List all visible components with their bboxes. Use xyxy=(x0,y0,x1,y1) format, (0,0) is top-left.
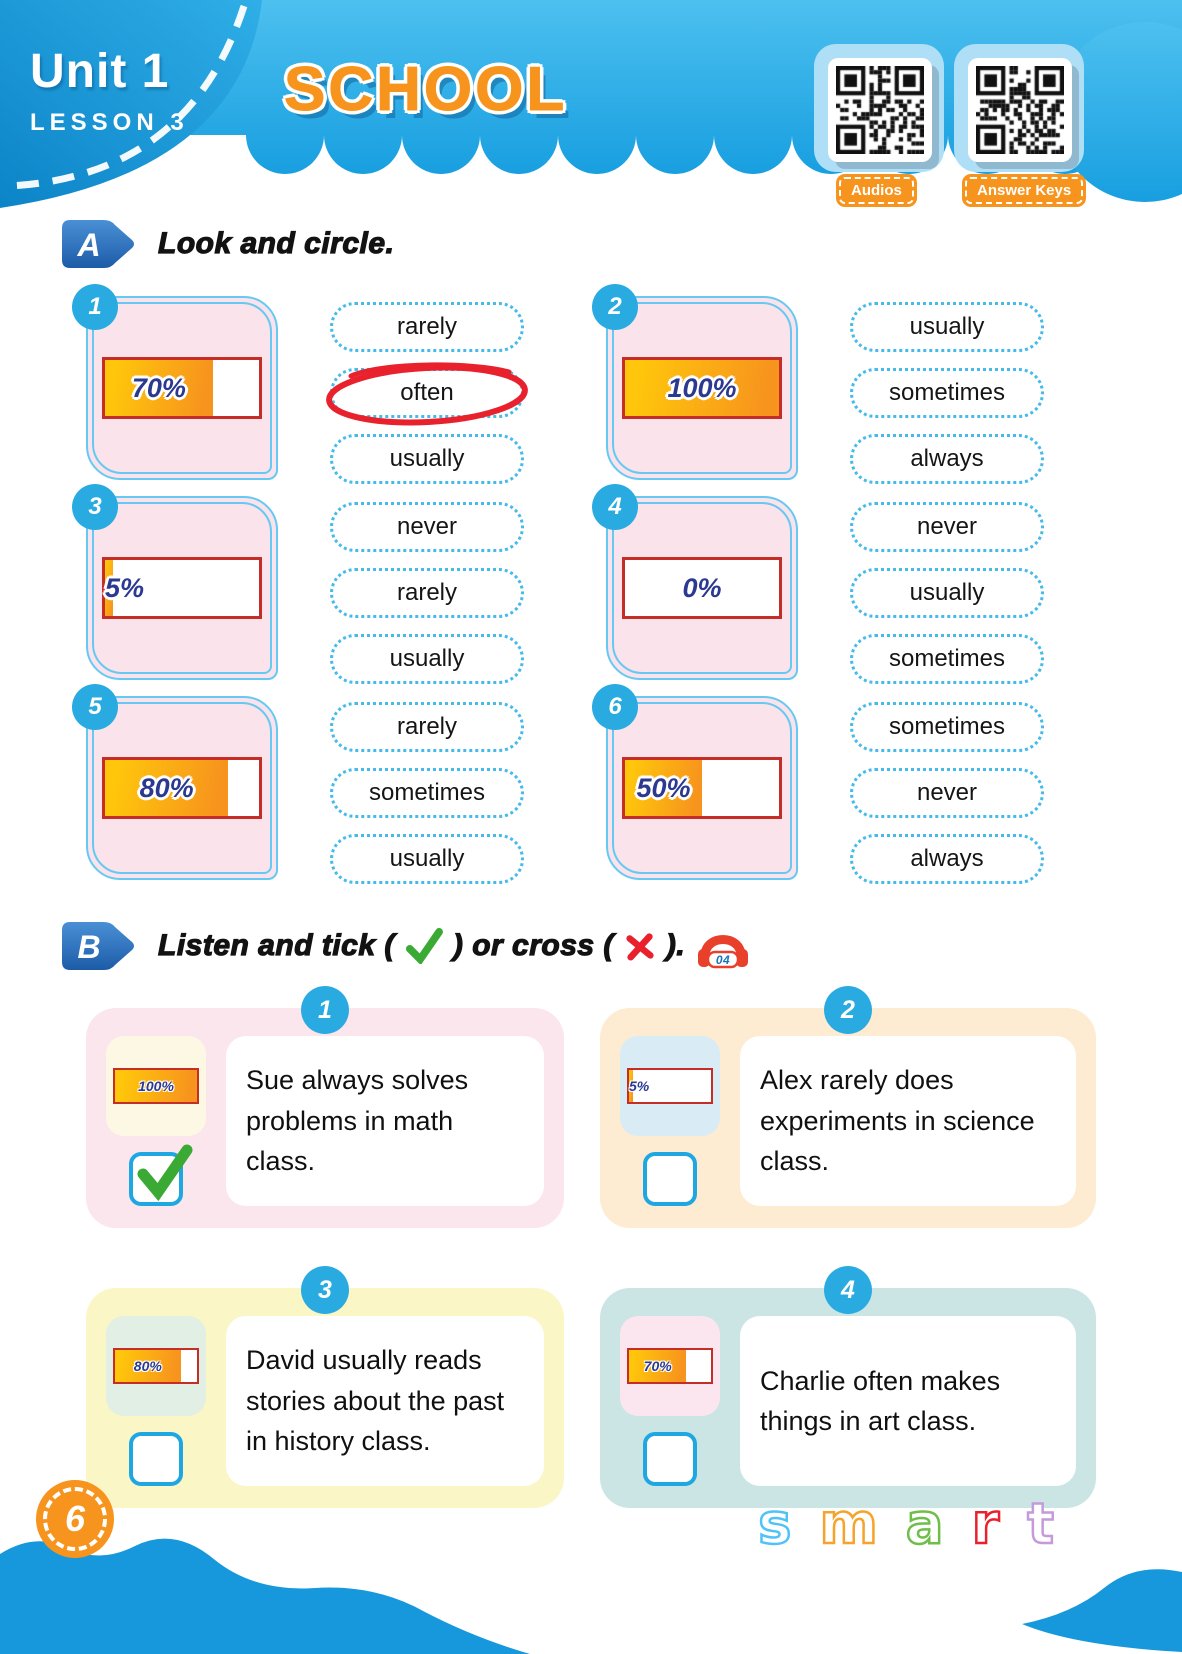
option-label: sometimes xyxy=(888,713,1006,740)
section-b-badge-letter: B xyxy=(77,929,101,965)
option-list xyxy=(850,302,1044,496)
percentage-label: 100% xyxy=(667,372,737,403)
mini-percentage-bar xyxy=(627,1348,713,1384)
exercise-a-item-5 xyxy=(86,693,606,896)
item-number-badge: 4 xyxy=(592,484,638,530)
mini-percentage-bar xyxy=(113,1348,199,1384)
mini-percentage-label: 5% xyxy=(629,1078,650,1094)
audio-track-number: 04 xyxy=(716,953,731,967)
percentage-bar xyxy=(102,757,262,819)
brand-letter: t xyxy=(1027,1492,1082,1557)
headphones-icon[interactable] xyxy=(695,922,751,970)
answer-checkbox[interactable] xyxy=(643,1152,697,1206)
card-left-column xyxy=(106,1316,206,1486)
percentage-card xyxy=(606,493,798,680)
option-label: never xyxy=(916,779,978,806)
option-list xyxy=(850,502,1044,696)
section-a-badge xyxy=(60,218,136,270)
item-number-badge: 3 xyxy=(72,484,118,530)
tick-icon xyxy=(405,928,443,964)
item-number-badge: 1 xyxy=(301,986,349,1034)
percentage-label: 80% xyxy=(139,772,194,803)
sentence-text: Sue always solves problems in math class. xyxy=(246,1065,469,1177)
percentage-card xyxy=(606,293,798,480)
mini-bar-fill xyxy=(115,1350,181,1382)
exercise-b-grid xyxy=(86,995,1096,1508)
mini-percentage-label: 80% xyxy=(133,1358,162,1374)
answer-keys-button[interactable] xyxy=(962,174,1086,207)
option-pill[interactable] xyxy=(850,702,1044,752)
percentage-bar-fill xyxy=(105,360,213,416)
instruction-text: ). xyxy=(665,929,686,962)
option-label: always xyxy=(910,445,984,472)
sentence-box xyxy=(226,1316,544,1486)
item-number-badge: 2 xyxy=(824,986,872,1034)
exercise-b-card-4 xyxy=(600,1275,1096,1508)
option-pill[interactable] xyxy=(850,834,1044,884)
option-label: sometimes xyxy=(888,645,1006,672)
answer-checkbox[interactable] xyxy=(643,1432,697,1486)
audios-button[interactable] xyxy=(836,174,917,207)
option-label: usually xyxy=(909,313,985,340)
item-number-badge: 1 xyxy=(72,284,118,330)
sentence-text: Charlie often makes things in art class. xyxy=(760,1365,1001,1436)
option-pill[interactable] xyxy=(330,502,524,552)
option-pill[interactable] xyxy=(330,768,524,818)
mini-bar-fill xyxy=(629,1070,650,1102)
exercise-a-item-1 xyxy=(86,293,606,496)
sentence-box xyxy=(740,1036,1076,1206)
mini-percentage-card xyxy=(106,1036,206,1136)
percentage-label: 50% xyxy=(636,772,691,803)
percentage-card xyxy=(86,293,278,480)
option-label: usually xyxy=(909,579,985,606)
option-label: rarely xyxy=(396,713,457,740)
option-list xyxy=(850,702,1044,896)
sentence-text: Alex rarely does experiments in science class. xyxy=(760,1065,1035,1177)
section-b-heading xyxy=(60,920,753,972)
brand-letter: a xyxy=(905,1492,972,1557)
option-pill[interactable] xyxy=(330,434,524,484)
audios-button-label: Audios xyxy=(839,177,914,204)
option-pill[interactable] xyxy=(330,634,524,684)
mini-percentage-bar xyxy=(627,1068,713,1104)
section-a-instruction: Look and circle. xyxy=(158,227,395,260)
option-list xyxy=(330,702,524,896)
answer-keys-button-label: Answer Keys xyxy=(965,177,1083,204)
qr-code-icon xyxy=(836,66,924,154)
card-left-column xyxy=(620,1316,720,1486)
option-label: rarely xyxy=(396,313,457,340)
section-a-heading xyxy=(60,218,394,270)
percentage-bar xyxy=(622,557,782,619)
section-a-badge-letter: A xyxy=(77,227,101,263)
answer-checkbox[interactable] xyxy=(129,1432,183,1486)
percentage-bar xyxy=(102,557,262,619)
percentage-card xyxy=(86,693,278,880)
exercise-a-item-4 xyxy=(606,493,1126,696)
option-list xyxy=(330,302,524,496)
exercise-b-card-1 xyxy=(86,995,564,1228)
option-pill[interactable] xyxy=(850,768,1044,818)
exercise-a-item-2 xyxy=(606,293,1126,496)
mini-percentage-label: 70% xyxy=(643,1358,672,1374)
unit-block xyxy=(30,44,189,137)
brand-letter: r xyxy=(971,1492,1028,1557)
qr-code-audios[interactable] xyxy=(828,58,932,162)
unit-title: Unit 1 xyxy=(30,45,170,98)
section-b-badge xyxy=(60,920,136,972)
option-label: usually xyxy=(389,845,465,872)
option-pill-circled[interactable] xyxy=(330,368,524,418)
option-label: often xyxy=(400,379,454,406)
option-pill[interactable] xyxy=(850,302,1044,352)
option-label: sometimes xyxy=(888,379,1006,406)
percentage-bar-fill xyxy=(625,760,702,816)
lesson-title: LESSON 3 xyxy=(30,109,189,136)
percentage-bar-fill xyxy=(105,560,145,616)
percentage-card xyxy=(606,693,798,880)
exercise-a-grid xyxy=(86,293,1126,896)
item-number-badge: 2 xyxy=(592,284,638,330)
percentage-label: 70% xyxy=(131,372,186,403)
mini-percentage-label: 100% xyxy=(138,1078,174,1094)
option-pill[interactable] xyxy=(850,634,1044,684)
card-left-column xyxy=(106,1036,206,1206)
mini-percentage-bar xyxy=(113,1068,199,1104)
option-label: rarely xyxy=(396,579,457,606)
item-number-badge: 6 xyxy=(592,684,638,730)
exercise-a-item-3 xyxy=(86,493,606,696)
qr-code-answer-keys[interactable] xyxy=(968,58,1072,162)
option-label: usually xyxy=(389,645,465,672)
percentage-label: 0% xyxy=(682,572,722,603)
page-title: SCHOOL xyxy=(284,55,568,124)
exercise-b-card-2 xyxy=(600,995,1096,1228)
tick-mark-icon xyxy=(131,1142,195,1202)
option-pill[interactable] xyxy=(330,834,524,884)
percentage-card xyxy=(86,493,278,680)
brand-logo xyxy=(758,1492,1082,1557)
answer-checkbox[interactable] xyxy=(129,1152,183,1206)
percentage-bar xyxy=(622,757,782,819)
instruction-text: ) or cross ( xyxy=(452,929,614,962)
page-number: 6 xyxy=(64,1498,86,1539)
mini-bar-fill xyxy=(115,1070,197,1102)
sentence-box xyxy=(740,1316,1076,1486)
percentage-bar xyxy=(102,357,262,419)
option-label: usually xyxy=(389,445,465,472)
item-number-badge: 4 xyxy=(824,1266,872,1314)
percentage-label: 5% xyxy=(105,572,145,603)
sentence-text: David usually reads stories about the past in history class. xyxy=(246,1345,505,1457)
option-list xyxy=(330,502,524,696)
percentage-bar-fill xyxy=(625,360,779,416)
percentage-bar xyxy=(622,357,782,419)
option-label: never xyxy=(916,513,978,540)
exercise-b-card-3 xyxy=(86,1275,564,1508)
item-number-badge: 3 xyxy=(301,1266,349,1314)
option-pill[interactable] xyxy=(850,502,1044,552)
brand-letter: s xyxy=(758,1492,820,1557)
option-pill[interactable] xyxy=(850,568,1044,618)
sentence-box xyxy=(226,1036,544,1206)
qr-code-icon xyxy=(976,66,1064,154)
option-pill[interactable] xyxy=(330,302,524,352)
item-number-badge: 5 xyxy=(72,684,118,730)
cross-icon xyxy=(624,931,656,961)
option-label: sometimes xyxy=(368,779,486,806)
brand-letter: m xyxy=(819,1492,906,1557)
section-b-instruction xyxy=(158,922,753,970)
percentage-bar-fill xyxy=(105,760,228,816)
option-pill[interactable] xyxy=(850,368,1044,418)
exercise-a-item-6 xyxy=(606,693,1126,896)
mini-percentage-card xyxy=(106,1316,206,1416)
mini-percentage-card xyxy=(620,1316,720,1416)
option-label: always xyxy=(910,845,984,872)
option-pill[interactable] xyxy=(850,434,1044,484)
instruction-text: Listen and tick ( xyxy=(158,929,395,962)
mini-bar-fill xyxy=(629,1350,686,1382)
option-label: never xyxy=(396,513,458,540)
option-pill[interactable] xyxy=(330,568,524,618)
option-pill[interactable] xyxy=(330,702,524,752)
mini-percentage-card xyxy=(620,1036,720,1136)
card-left-column xyxy=(620,1036,720,1206)
page-number-circle xyxy=(36,1480,114,1558)
